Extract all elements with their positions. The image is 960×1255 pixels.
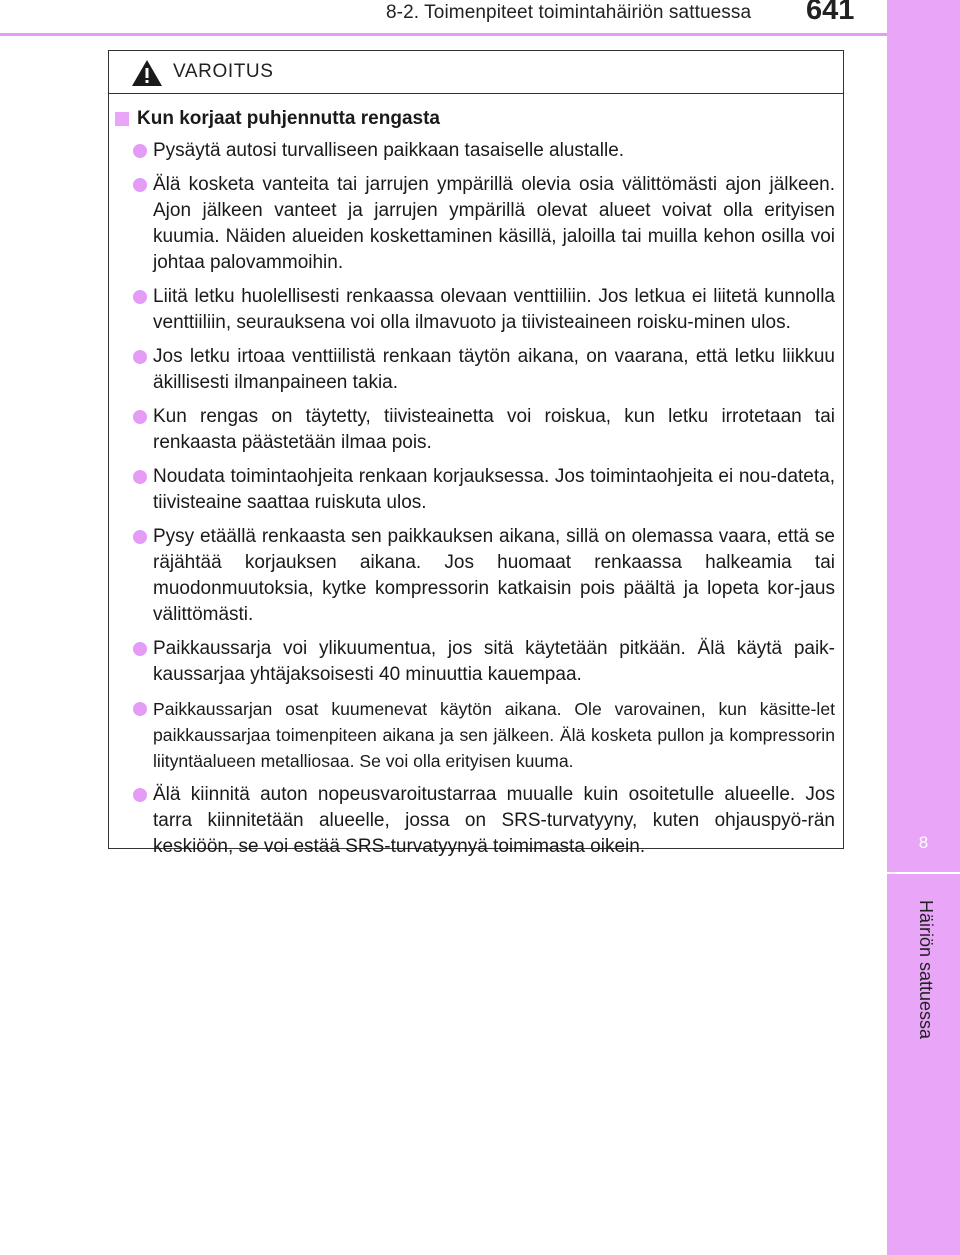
warning-label: VAROITUS xyxy=(173,61,274,82)
list-item xyxy=(133,344,835,396)
bullet-icon xyxy=(133,470,147,484)
chapter-divider xyxy=(887,872,960,874)
section-heading-text: Kun korjaat puhjennutta rengasta xyxy=(137,108,440,129)
bullet-icon xyxy=(133,178,147,192)
list-item-text: Liitä letku huolellisesti renkaassa olevaan venttiiliin. Jos letkua ei liitetä kunnolla venttiiliin, seurauksena voi olla ilmavuoto ja tiivisteaineen roisku-minen ulos. xyxy=(153,286,835,333)
list-item xyxy=(133,464,835,516)
chapter-title: Häiriön sattuessa xyxy=(915,900,936,1040)
list-item-text: Pysäytä autosi turvalliseen paikkaan tasaiselle alustalle. xyxy=(153,140,625,161)
list-item-text: Paikkaussarjan osat kuumenevat käytön aikana. Ole varovainen, kun käsitte-let paikkaussarjaa toimenpiteen aikana ja sen jälkeen. Älä kosketa pullon ja kompressorin liityntäalueen metalliosaa. Se voi olla erityisen kuuma. xyxy=(153,699,835,771)
list-item xyxy=(133,284,835,336)
warning-header xyxy=(109,51,843,94)
section-title: 8-2. Toimenpiteet toimintahäiriön sattuessa xyxy=(386,2,752,23)
chapter-side-tab xyxy=(887,0,960,1255)
list-item xyxy=(133,524,835,628)
list-item xyxy=(133,138,835,164)
list-item-text: Paikkaussarja voi ylikuumentua, jos sitä käytetään pitkään. Älä käytä paik-kaussarjaa yhtäjaksoisesti 40 minuuttia kauempaa. xyxy=(153,638,835,685)
list-item-text: Pysy etäällä renkaasta sen paikkauksen aikana, sillä on olemassa vaara, että se räjähtää korjauksen aikana. Jos huomaat renkaassa halkeamia tai muodonmuutoksia, kytke kompressorin katkaisin pois päältä ja lopeta kor-jaus välittömästi. xyxy=(153,526,835,625)
bullet-icon xyxy=(133,642,147,656)
list-item xyxy=(133,172,835,276)
list-item-text: Älä kiinnitä auton nopeusvaroitustarraa muualle kuin osoitetulle alueelle. Jos tarra kiinnitetään alueelle, jossa on SRS-turvatyyny, kuten ohjauspyö-rän keskiöön, se voi estää SRS-turvatyynyä toimimasta oikein. xyxy=(153,784,835,857)
warning-triangle-icon xyxy=(131,59,163,87)
warning-body xyxy=(109,94,843,860)
bullet-icon xyxy=(133,350,147,364)
bullet-icon xyxy=(133,290,147,304)
list-item xyxy=(133,404,835,456)
list-item-text: Jos letku irtoaa venttiilistä renkaan täytön aikana, on vaarana, että letku liikkuu äkillisesti ilmanpaineen takia. xyxy=(153,346,835,393)
header-divider xyxy=(0,33,887,36)
list-item-text: Kun rengas on täytetty, tiivisteainetta voi roiskua, kun letku irrotetaan tai renkaasta päästetään ilmaa pois. xyxy=(153,406,835,453)
square-bullet-icon xyxy=(115,112,129,126)
bullet-icon xyxy=(133,788,147,802)
list-item xyxy=(133,782,835,860)
list-item xyxy=(133,696,835,774)
list-item-text: Älä kosketa vanteita tai jarrujen ympärillä olevia osia välittömästi ajon jälkeen. Ajon jälkeen vanteet ja jarrujen ympärillä olevat alueet voivat olla erityisen kuumia. Näiden alueiden koskettaminen käsillä, jaloilla tai muilla kehon osilla voi johtaa palovammoihin. xyxy=(153,174,835,273)
list-item-text: Noudata toimintaohjeita renkaan korjauksessa. Jos toimintaohjeita ei nou-dateta, tiivisteaine saattaa ruiskuta ulos. xyxy=(153,466,835,513)
chapter-title-wrap xyxy=(887,900,960,1060)
bullet-icon xyxy=(133,530,147,544)
section-heading xyxy=(115,108,835,130)
chapter-number: 8 xyxy=(918,833,929,852)
page-number: 641 xyxy=(806,0,855,26)
list-item xyxy=(133,636,835,688)
bullet-icon xyxy=(133,144,147,158)
warning-box xyxy=(108,50,844,857)
bullet-icon xyxy=(133,410,147,424)
bullet-icon xyxy=(133,702,147,716)
